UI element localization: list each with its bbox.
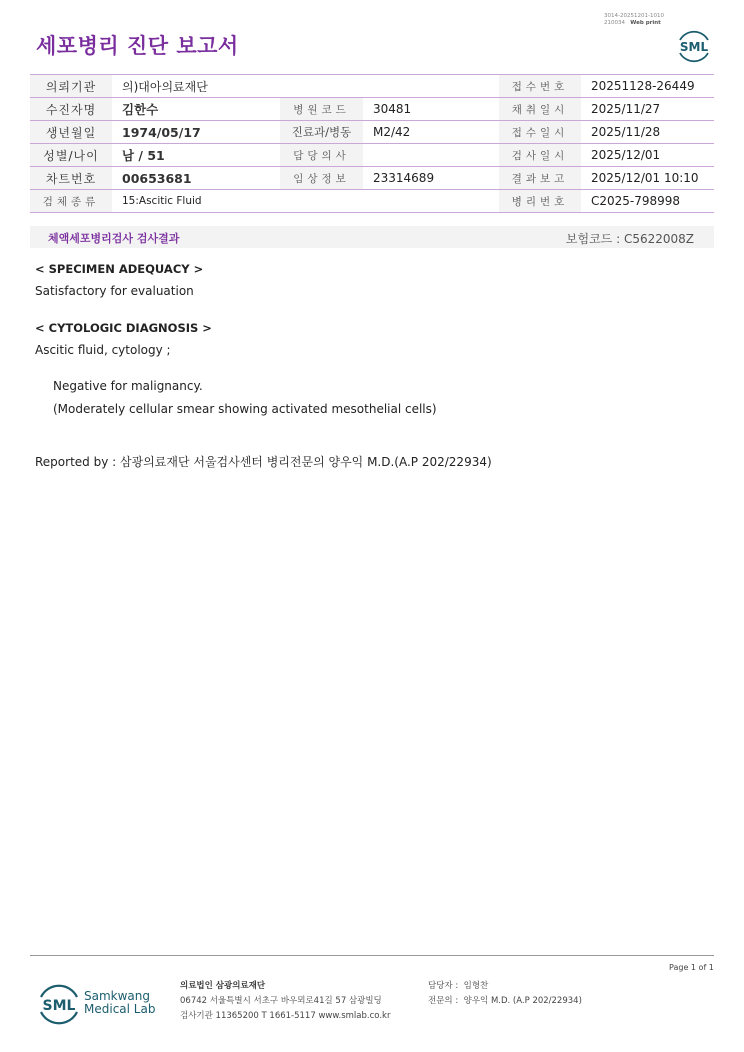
table-row <box>30 190 714 213</box>
table-row <box>30 144 714 167</box>
sml-logo-text: SML <box>679 40 709 54</box>
sml-logo-icon <box>675 26 713 64</box>
dept-label: 진료과/병동 <box>280 121 363 144</box>
patient-info-table <box>30 74 714 213</box>
manager-label: 담당자 : <box>428 981 459 991</box>
doctor-value <box>363 144 499 167</box>
brand-line2: Medical Lab <box>84 1002 156 1016</box>
birth-value: 1974/05/17 <box>112 121 280 144</box>
print-code-id: 210034 <box>604 20 625 26</box>
collection-date-label: 채취일시 <box>499 98 581 121</box>
doctor-label: 담당의사 <box>280 144 363 167</box>
institution-value: 의)대아의료재단 <box>112 75 499 98</box>
chart-no-label: 차트번호 <box>30 167 112 190</box>
pathology-no-value: C2025-798998 <box>581 190 714 213</box>
diagnosis-line2: Negative for malignancy. <box>53 379 203 393</box>
footer-org-info <box>180 979 390 1024</box>
report-date-label: 결과보고 <box>499 167 581 190</box>
diagnosis-heading: < CYTOLOGIC DIAGNOSIS > <box>35 321 212 335</box>
receipt-date-value: 2025/11/28 <box>581 121 714 144</box>
insurance-code: 보험코드 : C5622008Z <box>565 232 694 246</box>
org-name: 의료법인 삼광의료재단 <box>180 981 266 991</box>
print-code-line1: 3014-20251201-1010 <box>604 13 664 19</box>
specimen-label: 검체종류 <box>30 190 112 213</box>
diagnosis-line3: (Moderately cellular smear showing activated mesothelial cells) <box>53 402 437 416</box>
sml-footer-logo-icon <box>36 982 82 1026</box>
print-code <box>604 13 664 27</box>
exam-date-value: 2025/12/01 <box>581 144 714 167</box>
brand-name <box>84 990 155 1016</box>
clinical-info-label: 임상정보 <box>280 167 363 190</box>
report-title: 세포병리 진단 보고서 <box>36 34 239 58</box>
receipt-no-value: 20251128-26449 <box>581 75 714 98</box>
chart-no-value: 00653681 <box>112 167 280 190</box>
footer-staff-info <box>428 979 582 1009</box>
receipt-date-label: 접수일시 <box>499 121 581 144</box>
name-value: 김한수 <box>112 98 280 121</box>
reported-by: Reported by : 삼광의료재단 서울검사센터 병리전문의 양우익 M.D.(A.P 202/22934) <box>35 455 492 469</box>
org-contact: 검사기관 11365200 T 1661-5117 www.smlab.co.kr <box>180 1011 391 1021</box>
clinical-info-value: 23314689 <box>363 167 499 190</box>
result-section-header <box>30 226 714 248</box>
hospital-code-label: 병원코드 <box>280 98 363 121</box>
manager-name: 임형찬 <box>463 981 489 991</box>
page-number: Page 1 of 1 <box>669 963 714 972</box>
hospital-code-value: 30481 <box>363 98 499 121</box>
sex-age-label: 성별/나이 <box>30 144 112 167</box>
birth-label: 생년월일 <box>30 121 112 144</box>
report-date-value: 2025/12/01 10:10 <box>581 167 714 190</box>
footer-divider <box>30 955 714 956</box>
adequacy-heading: < SPECIMEN ADEQUACY > <box>35 262 204 276</box>
name-label: 수진자명 <box>30 98 112 121</box>
table-row <box>30 75 714 98</box>
table-row <box>30 121 714 144</box>
specimen-value: 15:Ascitic Fluid <box>112 190 499 213</box>
specialist-name: 양우익 M.D. (A.P 202/22934) <box>463 996 582 1006</box>
pathology-no-label: 병리번호 <box>499 190 581 213</box>
org-address: 06742 서울특별시 서초구 바우뫼로41길 57 삼광빌딩 <box>180 996 382 1006</box>
specialist-label: 전문의 : <box>428 996 459 1006</box>
web-print-label: Web print <box>630 20 661 26</box>
sex-age-value: 남 / 51 <box>112 144 280 167</box>
table-row <box>30 167 714 190</box>
table-row <box>30 98 714 121</box>
diagnosis-line1: Ascitic fluid, cytology ; <box>35 343 171 357</box>
exam-date-label: 검사일시 <box>499 144 581 167</box>
receipt-no-label: 접수번호 <box>499 75 581 98</box>
brand-line1: Samkwang <box>84 989 150 1003</box>
adequacy-text: Satisfactory for evaluation <box>35 284 194 298</box>
institution-label: 의뢰기관 <box>30 75 112 98</box>
section-title: 체액세포병리검사 검사결과 <box>48 232 180 245</box>
collection-date-value: 2025/11/27 <box>581 98 714 121</box>
dept-value: M2/42 <box>363 121 499 144</box>
sml-footer-logo-text: SML <box>42 998 76 1014</box>
